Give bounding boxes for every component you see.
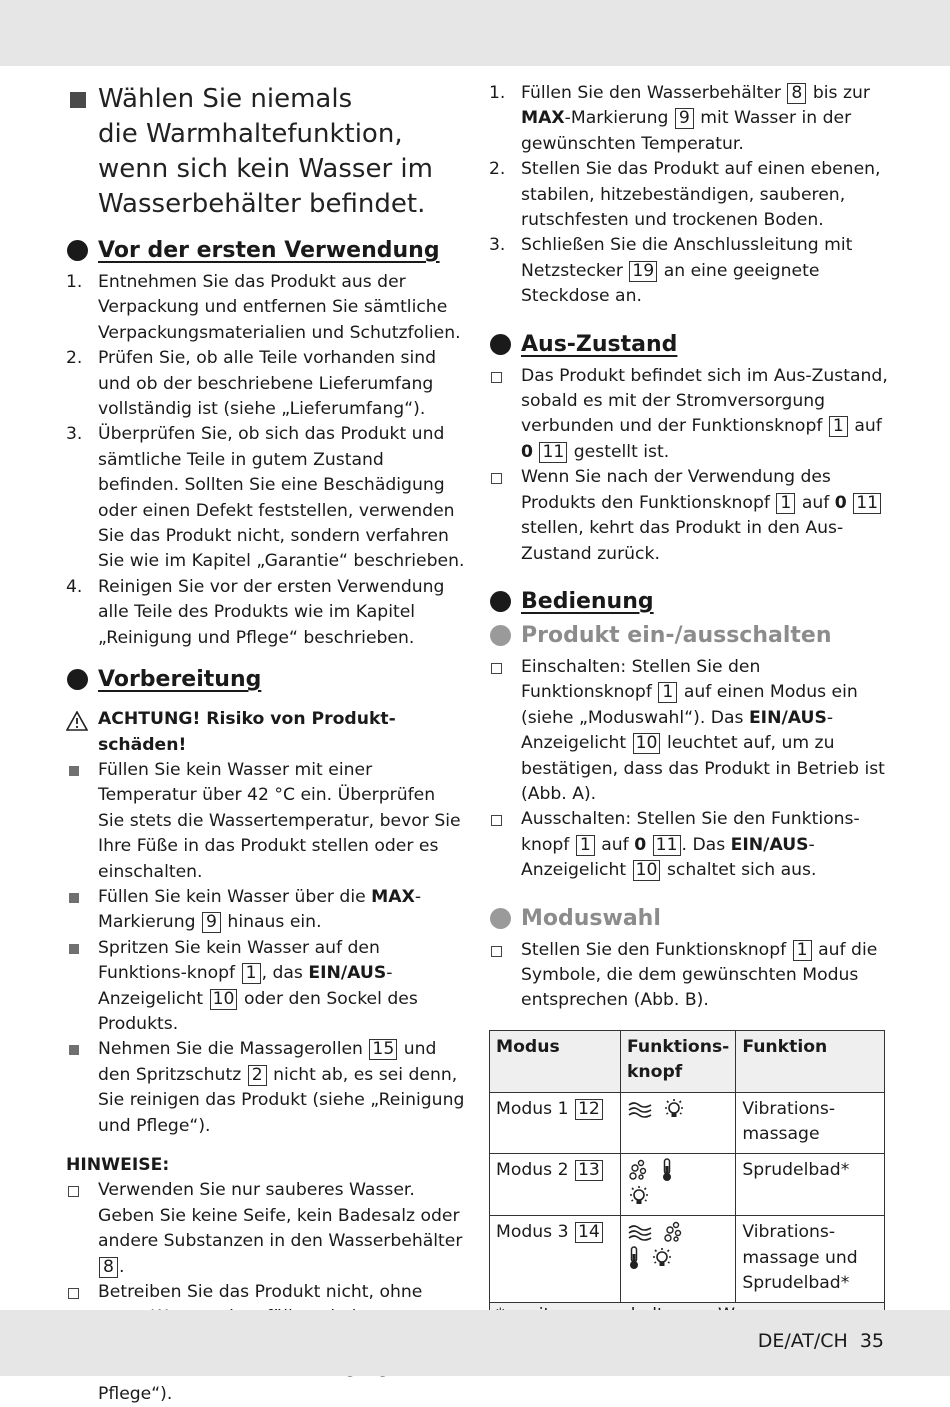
part-reference: 10 [210,989,238,1010]
section-heading-first-use: Vor der ersten Verwendung [66,236,466,266]
checkbox-bullet-icon [491,946,502,957]
warning-line: die Warmhaltefunktion, [98,119,403,149]
column-header: Modus [490,1030,621,1092]
waves-icon [627,1100,653,1118]
list-item: Pflege“). [66,1331,466,1407]
top-band [0,0,950,66]
attention-notice: ACHTUNG! Risiko von Produkt- schäden! [66,707,466,758]
list-item: 1. Entnehmen Sie das Produkt aus der Verpackung und entfernen Sie sämtliche Verpackungsmaterialien und Schutzfolien. [66,272,461,343]
part-reference: 1 [776,493,795,514]
left-column [66,80,466,1407]
mode-table [489,1030,885,1330]
heat-light-icon [662,1098,686,1120]
part-reference: 9 [675,108,694,129]
list-item: Das Produkt befindet sich im Aus-Zustand, sobald es mit der Stromversorgung verbunden und der Funktionsknopf 1 auf 0 11 gestellt ist. [489,364,889,466]
warning-line: Wasserbehälter befindet. [98,189,426,219]
mode-cell: Modus 1 12 [490,1092,621,1154]
locale-label: DE/AT/CH [757,1330,848,1352]
list-item: 1. Füllen Sie den Wasserbehälter 8 bis zur MAX-Markierung 9 mit Wasser in der gewünschten Temperatur. [489,83,870,154]
bullet-dot-icon [490,908,511,929]
part-reference: 1 [658,682,677,703]
column-header: Funktion [736,1030,885,1092]
list-item: 2. Stellen Sie das Produkt auf einen ebenen, stabilen, hitzebeständigen, sauberen, rutschfesten und trockenen Boden. [489,159,881,231]
list-item: Spritzen Sie kein Wasser auf den Funktions-knopf 1 , das EIN/AUS-Anzeigelicht 10 oder den Sockel des Produkts. [66,936,466,1038]
part-reference: 1 [829,416,848,437]
waves-icon [627,1223,653,1241]
list-item: Nehmen Sie die Massagerollen 15 und den Spritzschutz 2 nicht ab, es sei denn, Sie reinigen das Produkt (siehe „Reinigung und Pflege“). [66,1037,466,1139]
section-heading-preparation: Vorbereitung [66,665,466,695]
part-reference: 10 [633,733,661,754]
bullet-dot-icon [490,591,511,612]
part-reference: 11 [653,835,681,856]
thermometer-icon [627,1246,641,1270]
list-item: Ausschalten: Stellen Sie den Funktions-knopf 1 auf 0 11 . Das EIN/AUS-Anzeigelicht 10 schaltet sich aus. [489,807,889,883]
part-reference: 11 [539,442,567,463]
warm-keeping-warning [66,82,466,222]
table-header-row [490,1030,885,1092]
function-cell: Vibrations-massage [736,1092,885,1154]
part-reference: 15 [369,1039,397,1060]
bullet-dot-icon [67,240,88,261]
bubbles-icon [627,1159,651,1181]
checkbox-bullet-icon [68,1186,79,1197]
bullet-dot-icon [67,669,88,690]
part-reference: 8 [99,1257,118,1278]
setup-steps [489,81,889,310]
part-reference: 10 [633,860,661,881]
knob-symbol-cell [621,1092,736,1154]
section-heading-mode-select: Moduswahl [489,904,889,934]
first-use-steps [66,270,466,651]
function-cell: Sprudelbad* [736,1154,885,1216]
list-item: 4. Reinigen Sie vor der ersten Verwendung alle Teile des Produkts wie im Kapitel „Reinigung und Pflege“ beschrieben. [66,576,445,648]
attention-list [66,758,466,1139]
mode-select-list [489,938,889,1014]
square-bullet-icon [69,893,79,903]
part-reference: 13 [575,1160,603,1181]
table-row [490,1092,885,1154]
part-reference: 1 [242,963,261,984]
part-reference: 2 [248,1065,267,1086]
mode-cell: Modus 2 13 [490,1154,621,1216]
list-item: Füllen Sie kein Wasser über die MAX-Markierung 9 hinaus ein. [66,885,466,936]
part-reference: 19 [629,261,657,282]
list-item: Wenn Sie nach der Verwendung des Produkts den Funktionsknopf 1 auf 0 11 stellen, kehrt das Produkt in den Aus-Zustand zurück. [489,465,889,567]
knob-symbol-cell [621,1216,736,1303]
square-bullet-icon [69,944,79,954]
list-item: Verwenden Sie nur sauberes Wasser. Geben Sie keine Seife, kein Badesalz oder andere Substanzen in den Wasserbehälter 8 . [66,1178,466,1280]
list-item: Betreiben Sie das Produkt nicht, ohne [66,1280,466,1331]
table-row [490,1154,885,1216]
heat-light-icon [627,1185,651,1207]
bubbles-icon [662,1221,686,1243]
checkbox-bullet-icon [491,473,502,484]
part-reference: 9 [202,912,221,933]
checkbox-bullet-icon [491,372,502,383]
part-reference: 8 [787,83,806,104]
page-footer [758,1330,884,1352]
list-item: 3. Überprüfen Sie, ob sich das Produkt und sämtliche Teile in gutem Zustand befinden. Sollten Sie eine Beschädigung oder einen Defekt feststellen, verwenden Sie das Produkt nicht, sondern verfahren Sie wie im Kapitel „Garantie“ beschrieben. [66,424,465,572]
section-heading-power: Produkt ein-/ausschalten [489,621,889,651]
list-item: 2. Prüfen Sie, ob alle Teile vorhanden sind und ob der beschriebene Lieferumfang vollständig ist (siehe „Lieferumfang“). [66,348,437,420]
section-heading-off-state: Aus-Zustand [489,330,889,360]
bullet-dot-icon [490,625,511,646]
power-list [489,655,889,884]
square-bullet-icon [69,766,79,776]
notes-heading: HINWEISE: [66,1155,170,1175]
page-number: 35 [859,1330,884,1352]
checkbox-bullet-icon [491,815,502,826]
mode-cell: Modus 3 14 [490,1216,621,1303]
part-reference: 14 [575,1222,603,1243]
part-reference: 12 [575,1099,603,1120]
checkbox-bullet-icon [68,1288,79,1299]
function-cell: Vibrations-massage und Sprudelbad* [736,1216,885,1303]
off-state-list [489,364,889,567]
warning-triangle-icon [66,711,88,731]
right-column [489,81,889,1330]
warning-line: wenn sich kein Wasser im [98,154,433,184]
square-bullet-icon [70,92,86,108]
table-row [490,1216,885,1303]
bullet-dot-icon [490,334,511,355]
section-heading-operation: Bedienung [489,587,889,617]
part-reference: 1 [793,940,812,961]
list-item: Einschalten: Stellen Sie den Funktionsknopf 1 auf einen Modus ein (siehe „Moduswahl“). Das EIN/AUS-Anzeigelicht 10 leuchtet auf, um zu bestätigen, dass das Produkt in Betrieb ist (Abb. A). [489,655,889,807]
list-item: Stellen Sie den Funktionsknopf 1 auf die Symbole, die dem gewünschten Modus entsprechen (Abb. B). [489,938,889,1014]
column-header: Funktions-knopf [621,1030,736,1092]
part-reference: 1 [576,835,595,856]
square-bullet-icon [69,1045,79,1055]
warning-line: Wählen Sie niemals [98,84,353,114]
thermometer-icon [660,1158,674,1182]
heat-light-icon [650,1247,674,1269]
part-reference: 11 [853,493,881,514]
checkbox-bullet-icon [491,663,502,674]
knob-symbol-cell [621,1154,736,1216]
list-item: 3. Schließen Sie die Anschlussleitung mit Netzstecker 19 an eine geeignete Steckdose an. [489,235,853,307]
list-item: Füllen Sie kein Wasser mit einer Temperatur über 42 °C ein. Überprüfen Sie stets die Wassertemperatur, bevor Sie Ihre Füße in das Produkt stellen oder es einschalten. [66,758,466,885]
